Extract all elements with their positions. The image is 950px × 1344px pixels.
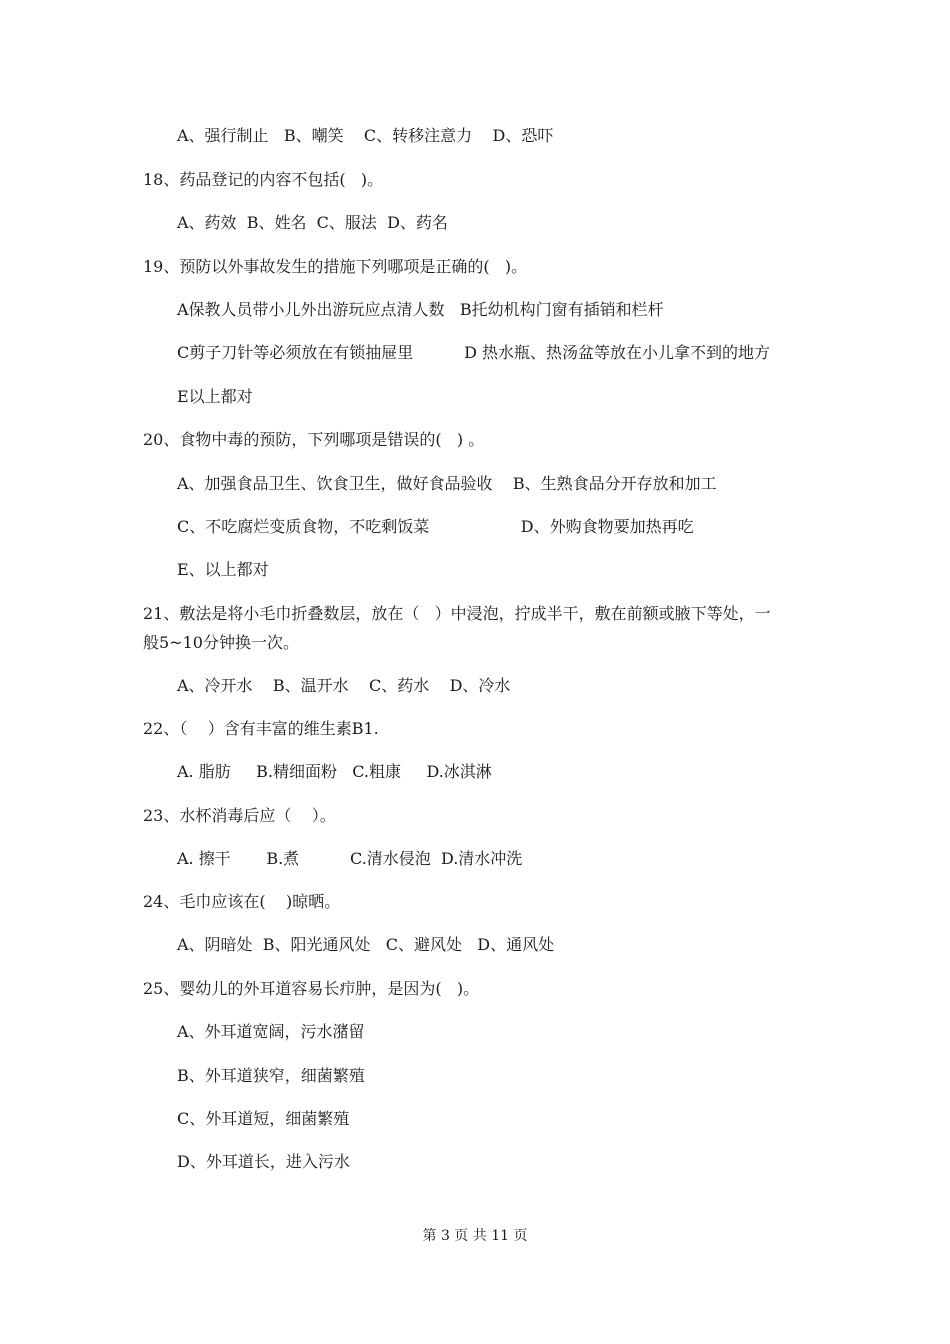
q24-options: A、阴暗处 B、阳光通风处 C、避风处 D、通风处 bbox=[177, 935, 555, 954]
q24-stem: 24、毛巾应该在( )晾晒。 bbox=[143, 892, 341, 911]
q21-options: A、冷开水 B、温开水 C、药水 D、冷水 bbox=[177, 676, 511, 695]
q21-stem-line1: 21、敷法是将小毛巾折叠数层，放在（ ）中浸泡，拧成半干，敷在前额或腋下等处，一 bbox=[143, 604, 771, 623]
q23-stem: 23、水杯消毒后应（ ）。 bbox=[143, 806, 336, 825]
q19-stem: 19、预防以外事故发生的措施下列哪项是正确的( )。 bbox=[143, 257, 528, 276]
q21-stem-line2: 般5~10分钟换一次。 bbox=[143, 633, 299, 652]
q20-options-cd: C、不吃腐烂变质食物，不吃剩饭菜 D、外购食物要加热再吃 bbox=[177, 517, 694, 536]
q25-option-b: B、外耳道狭窄，细菌繁殖 bbox=[177, 1066, 365, 1085]
q18-options: A、药效 B、姓名 C、服法 D、药名 bbox=[177, 213, 448, 232]
q25-option-c: C、外耳道短，细菌繁殖 bbox=[177, 1109, 350, 1128]
q23-options: A. 擦干 B.煮 C.清水侵泡 D.清水冲洗 bbox=[177, 849, 523, 868]
q22-options: A. 脂肪 B.精细面粉 C.粗康 D.冰淇淋 bbox=[177, 762, 492, 781]
q19-option-e: E以上都对 bbox=[177, 387, 253, 406]
q20-option-e: E、以上都对 bbox=[177, 560, 269, 579]
q25-option-a: A、外耳道宽阔，污水潴留 bbox=[177, 1022, 365, 1041]
q17-options: A、强行制止 B、嘲笑 C、转移注意力 D、恐吓 bbox=[177, 126, 554, 145]
q18-stem: 18、药品登记的内容不包括( )。 bbox=[143, 170, 384, 189]
q19-options-cd: C剪子刀针等必须放在有锁抽屉里 D 热水瓶、热汤盆等放在小儿拿不到的地方 bbox=[177, 343, 771, 362]
q22-stem: 22、（ ）含有丰富的维生素B1. bbox=[143, 719, 379, 738]
q20-options-ab: A、加强食品卫生、饮食卫生，做好食品验收 B、生熟食品分开存放和加工 bbox=[177, 474, 717, 493]
q19-options-ab: A保教人员带小儿外出游玩应点清人数 B托幼机构门窗有插销和栏杆 bbox=[177, 300, 664, 319]
q20-stem: 20、食物中毒的预防，下列哪项是错误的( ) 。 bbox=[143, 430, 485, 449]
q25-option-d: D、外耳道长，进入污水 bbox=[177, 1152, 350, 1171]
q25-stem: 25、婴幼儿的外耳道容易长疖肿，是因为( )。 bbox=[143, 979, 480, 998]
page-footer: 第 3 页 共 11 页 bbox=[422, 1228, 528, 1244]
